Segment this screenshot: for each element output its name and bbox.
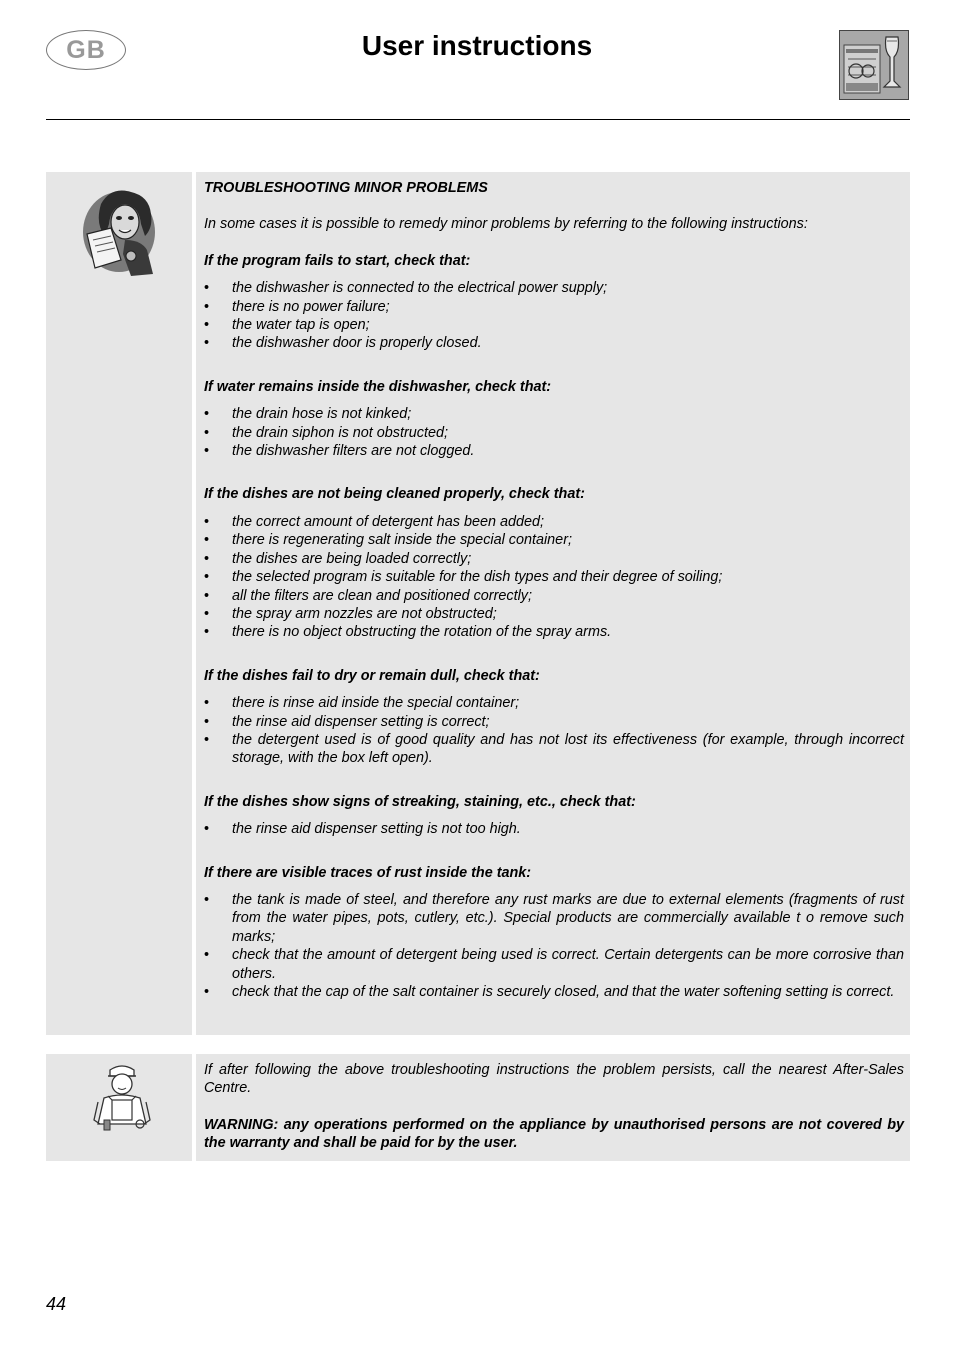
list-item: • the dishes are being loaded correctly;: [204, 550, 904, 568]
heading-rust: If there are visible traces of rust inside the tank:: [204, 864, 532, 881]
page-title: User instructions: [361, 30, 593, 61]
heading-streaking: If the dishes show signs of streaking, staining, etc., check that:: [204, 793, 636, 810]
list-item: • there is rinse aid inside the special container;: [204, 694, 904, 712]
page-number: 44: [46, 1294, 67, 1314]
section-title: TROUBLESHOOTING MINOR PROBLEMS: [204, 180, 488, 196]
troubleshooting-section: [46, 172, 910, 1035]
list-item: • the drain siphon is not obstructed;: [204, 424, 904, 442]
list-item: • there is no object obstructing the rotation of the spray arms.: [204, 623, 904, 641]
list-item: • check that the cap of the salt container is securely closed, and that the water softening setting is correct.: [204, 983, 904, 1001]
list-item: • there is no power failure;: [204, 298, 904, 316]
list-item: • the rinse aid dispenser setting is correct;: [204, 713, 904, 731]
checklist-not-cleaned: [204, 513, 904, 642]
list-item: • all the filters are clean and positioned correctly;: [204, 587, 904, 605]
checklist-fail-to-dry: [204, 694, 904, 768]
checklist-water-remains: [204, 405, 904, 460]
after-sales-text: [196, 1054, 910, 1161]
section-intro: In some cases it is possible to remedy minor problems by referring to the following instructions:: [204, 216, 808, 233]
list-item: • the selected program is suitable for the dish types and their degree of soiling;: [204, 568, 904, 586]
list-item: • the dishwasher filters are not clogged.: [204, 442, 904, 460]
list-item: • the tank is made of steel, and therefore any rust marks are due to external elements (fragments of rust from the water pipes, pots, cutlery, etc.). Special products are commercially available t o remove such marks;: [204, 891, 904, 946]
list-item: • the water tap is open;: [204, 316, 904, 334]
troubleshooting-icon-panel: [46, 172, 192, 1035]
list-item: • the detergent used is of good quality and has not lost its effectiveness (for example, through incorrect storage, with the box left open).: [204, 731, 904, 768]
dishwasher-with-glass-icon: [839, 30, 909, 100]
technician-icon: [90, 1062, 154, 1134]
list-item: • the correct amount of detergent has been added;: [204, 513, 904, 531]
list-item: • the drain hose is not kinked;: [204, 405, 904, 423]
heading-water-remains: If water remains inside the dishwasher, check that:: [204, 378, 552, 395]
list-item: • there is regenerating salt inside the special container;: [204, 531, 904, 549]
checklist-rust: [204, 891, 904, 1001]
heading-fail-to-dry: If the dishes fail to dry or remain dull, check that:: [204, 667, 540, 684]
after-sales-icon-panel: [46, 1054, 192, 1161]
warranty-warning: WARNING: any operations performed on the appliance by unauthorised persons are not covered by the warranty and shall be paid for by the user.: [204, 1116, 904, 1152]
after-sales-section: [46, 1054, 910, 1161]
heading-not-cleaned: If the dishes are not being cleaned properly, check that:: [204, 486, 585, 503]
list-item: • check that the amount of detergent being used is correct. Certain detergents can be more corrosive than others.: [204, 946, 904, 983]
after-sales-instruction: If after following the above troubleshooting instructions the problem persists, call the nearest After-Sales Centre.: [204, 1062, 904, 1097]
troubleshooting-text: [196, 172, 910, 1035]
list-item: • the rinse aid dispenser setting is not too high.: [204, 820, 904, 838]
header-divider: [46, 119, 910, 120]
checklist-streaking: [204, 820, 904, 838]
woman-reading-manual-icon: [81, 184, 161, 279]
language-badge-label: GB: [66, 35, 106, 64]
heading-program-fails: If the program fails to start, check that:: [204, 252, 471, 269]
list-item: • the dishwasher door is properly closed.: [204, 334, 904, 352]
list-item: • the spray arm nozzles are not obstructed;: [204, 605, 904, 623]
list-item: • the dishwasher is connected to the electrical power supply;: [204, 279, 904, 297]
checklist-program-fails: [204, 279, 904, 353]
